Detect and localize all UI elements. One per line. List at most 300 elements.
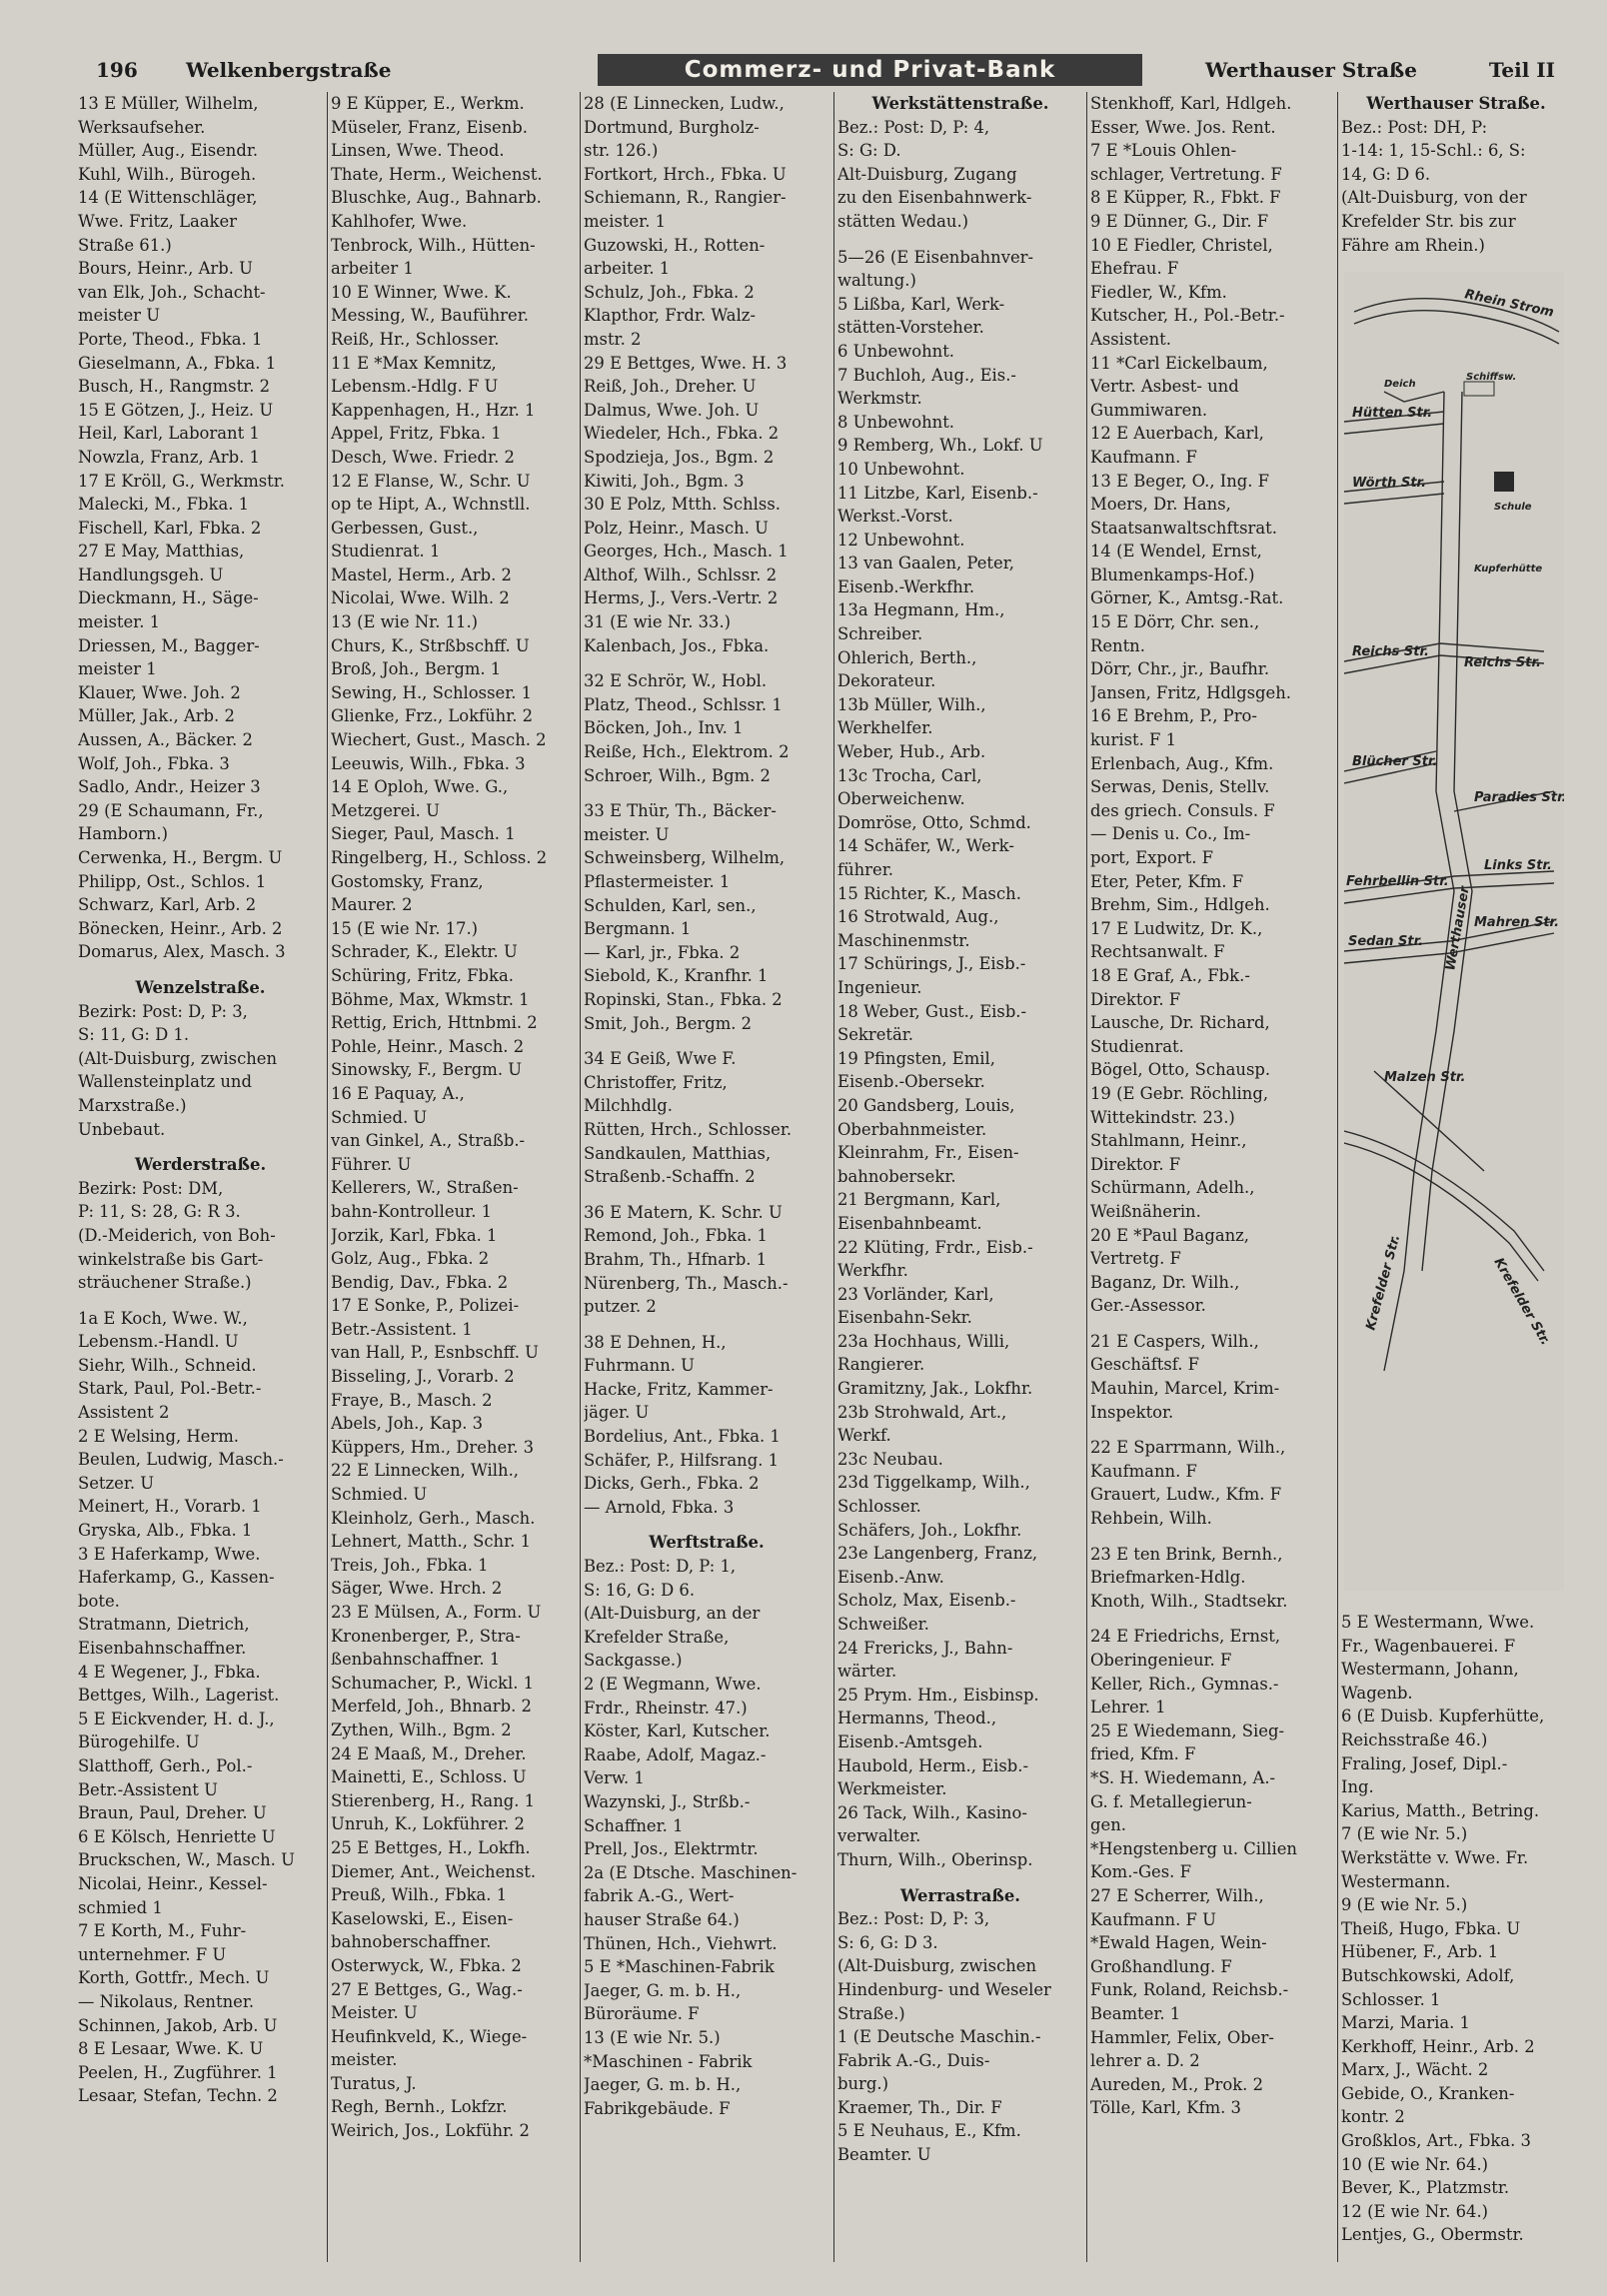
directory-line: Rentn. xyxy=(1090,635,1145,655)
directory-line: Hermanns, Theod., xyxy=(837,1709,997,1728)
directory-line: Eisenb.-Werkfhr. xyxy=(837,576,975,596)
directory-line: 19 Pfingsten, Emil, xyxy=(837,1048,995,1068)
directory-line: Lesaar, Stefan, Techn. 2 xyxy=(78,2086,278,2106)
directory-line: 14 Schäfer, W., Werk- xyxy=(837,836,1014,856)
directory-line: Rechtsanwalt. F xyxy=(1090,942,1225,962)
directory-line: Werkmeister. xyxy=(837,1779,947,1799)
directory-line: Kaselowski, E., Eisen- xyxy=(331,1908,514,1928)
directory-line: Inspektor. xyxy=(1090,1402,1174,1422)
directory-line: Broß, Joh., Bergm. 1 xyxy=(331,659,502,679)
directory-line: Vertretg. F xyxy=(1090,1249,1181,1269)
directory-line: Lentjes, G., Obermstr. xyxy=(1341,2225,1524,2245)
directory-line: Pflastermeister. 1 xyxy=(584,872,731,891)
directory-line: Raabe, Adolf, Magaz.- xyxy=(584,1744,767,1764)
directory-line: Moers, Dr. Hans, xyxy=(1090,495,1231,515)
column-6-header xyxy=(1341,92,1571,268)
directory-line: Briefmarken-Hdlg. xyxy=(1090,1568,1246,1588)
directory-line: Oberingenieur. F xyxy=(1090,1651,1232,1670)
directory-line: Betr.-Assistent. 1 xyxy=(331,1319,473,1339)
directory-line: Churs, K., Strßbschff. U xyxy=(331,635,530,655)
directory-line: Leeuwis, Wilh., Fbka. 3 xyxy=(331,753,526,773)
directory-line: Ropinski, Stan., Fbka. 2 xyxy=(584,989,783,1009)
map-label-links-str: Links Str. xyxy=(1484,858,1552,873)
directory-line: Westermann. xyxy=(1341,1871,1451,1891)
directory-line: Georges, Hch., Masch. 1 xyxy=(584,542,789,562)
directory-line: Meinert, H., Vorarb. 1 xyxy=(78,1497,262,1517)
directory-line: Lehnert, Matth., Schr. 1 xyxy=(331,1532,531,1552)
directory-line: 5—26 (E Eisenbahnver- xyxy=(837,247,1034,267)
directory-line: Braun, Paul, Dreher. U xyxy=(78,1803,267,1823)
directory-line: Marzi, Maria. 1 xyxy=(1341,2013,1470,2033)
directory-line: Baganz, Dr. Wilh., xyxy=(1090,1272,1240,1292)
directory-line: meister. xyxy=(331,2050,398,2070)
right-running-head: Werthauser Straße xyxy=(1205,58,1417,82)
directory-line: 3 E Haferkamp, Wwe. xyxy=(78,1544,261,1564)
directory-line: Bergmann. 1 xyxy=(584,919,692,939)
directory-line: 8 E Küpper, R., Fbkt. F xyxy=(1090,188,1281,208)
directory-line: (Alt-Duisburg, zwischen xyxy=(837,1956,1037,1976)
directory-line: Linsen, Wwe. Theod. xyxy=(331,141,505,161)
directory-line: Glienke, Frz., Lokführ. 2 xyxy=(331,706,534,726)
directory-line: meister U xyxy=(78,306,161,326)
directory-line: Fischell, Karl, Fbka. 2 xyxy=(78,518,262,538)
directory-line: Eisenb.-Amtsgeh. xyxy=(837,1731,983,1751)
directory-line: 22 Klüting, Frdr., Eisb.- xyxy=(837,1237,1033,1257)
spacer xyxy=(78,1141,323,1153)
directory-line: Jorzik, Karl, Fbka. 1 xyxy=(331,1225,498,1245)
directory-line: 20 Gandsberg, Louis, xyxy=(837,1095,1015,1115)
column-divider xyxy=(327,92,328,2262)
directory-line: 12 Unbewohnt. xyxy=(837,530,965,550)
directory-line: Guzowski, H., Rotten- xyxy=(584,235,766,255)
directory-line: 7 (E wie Nr. 5.) xyxy=(1341,1824,1468,1844)
directory-line: Jansen, Fritz, Hdlgsgeh. xyxy=(1090,682,1291,702)
directory-line: Schlosser. 1 xyxy=(1341,1989,1441,2009)
directory-line: Theiß, Hugo, Fbka. U xyxy=(1341,1918,1521,1938)
directory-line: Nowzla, Franz, Arb. 1 xyxy=(78,447,260,467)
directory-line: Studienrat. 1 xyxy=(331,542,441,562)
directory-line: *S. H. Wiedemann, A.- xyxy=(1090,1767,1276,1787)
map-label-bluecher-str: Blücher Str. xyxy=(1352,754,1438,769)
directory-line: 8 E Lesaar, Wwe. K. U xyxy=(78,2039,264,2059)
directory-line: Kappenhagen, H., Hzr. 1 xyxy=(331,400,536,420)
directory-line: Porte, Theod., Fbka. 1 xyxy=(78,329,263,349)
map-label-mahren-str: Mahren Str. xyxy=(1474,915,1560,930)
directory-line: Hamborn.) xyxy=(78,824,168,844)
directory-line: Lebensm.-Handl. U xyxy=(78,1332,239,1352)
directory-line: 24 E Friedrichs, Ernst, xyxy=(1090,1627,1281,1647)
directory-line: Schmied. U xyxy=(331,1107,428,1127)
directory-line: Bez.: Post: D, P: 1, xyxy=(584,1557,737,1577)
directory-line: 21 E Caspers, Wilh., xyxy=(1090,1331,1259,1351)
directory-line: Fraye, B., Masch. 2 xyxy=(331,1390,493,1410)
directory-line: Kraemer, Th., Dir. F xyxy=(837,2097,1002,2117)
directory-line: 7 E *Louis Ohlen- xyxy=(1090,141,1237,161)
column-6-entries xyxy=(1341,1611,1571,2270)
directory-line: Merfeld, Joh., Bhnarb. 2 xyxy=(331,1697,532,1717)
directory-line: Tölle, Karl, Kfm. 3 xyxy=(1090,2098,1241,2118)
directory-line: 1a E Koch, Wwe. W., xyxy=(78,1308,248,1328)
map-label-fehrbellin-str: Fehrbellin Str. xyxy=(1346,874,1449,889)
directory-line: Hammler, Felix, Ober- xyxy=(1090,2027,1274,2047)
column-1 xyxy=(78,92,323,2262)
directory-line: van Elk, Joh., Schacht- xyxy=(78,282,266,302)
directory-line: Metzgerei. U xyxy=(331,800,440,820)
directory-line: Unbebaut. xyxy=(78,1119,166,1139)
directory-line: Heufinkveld, K., Wiege- xyxy=(331,2026,528,2046)
directory-line: 15 (E wie Nr. 17.) xyxy=(331,918,479,938)
directory-line: Dicks, Gerh., Fbka. 2 xyxy=(584,1474,760,1494)
page-header xyxy=(86,50,1565,94)
directory-line: Müseler, Franz, Eisenb. xyxy=(331,117,529,137)
directory-line: Unruh, K., Lokführer. 2 xyxy=(331,1814,525,1834)
directory-line: Schüring, Fritz, Fbka. xyxy=(331,965,514,985)
directory-line: Oberbahnmeister. xyxy=(837,1119,987,1139)
directory-line: Driessen, M., Bagger- xyxy=(78,635,260,655)
directory-line: 14 (E Wendel, Ernst, xyxy=(1090,542,1262,562)
directory-line: Großhandlung. F xyxy=(1090,1956,1232,1976)
directory-line: Hacke, Fritz, Kammer- xyxy=(584,1379,774,1399)
directory-line: Bönecken, Heinr., Arb. 2 xyxy=(78,918,283,938)
directory-line: Rangierer. xyxy=(837,1355,925,1375)
directory-line: 24 E Maaß, M., Dreher. xyxy=(331,1743,527,1763)
directory-line: Busch, H., Rangmstr. 2 xyxy=(78,377,271,397)
directory-line: 34 E Geiß, Wwe F. xyxy=(584,1049,737,1069)
directory-line: 17 Schürings, J., Eisb.- xyxy=(837,954,1026,974)
map-label-woerth-str: Wörth Str. xyxy=(1352,476,1427,491)
directory-line: 9 (E wie Nr. 5.) xyxy=(1341,1895,1468,1915)
directory-line: Kaufmann. F xyxy=(1090,1461,1197,1481)
directory-line: Brahm, Th., Hfnarb. 1 xyxy=(584,1249,768,1269)
page-number: 196 xyxy=(96,58,138,82)
map-label-schule: Schule xyxy=(1494,502,1532,513)
directory-line: Siebold, K., Kranfhr. 1 xyxy=(584,966,769,986)
directory-line: Polz, Heinr., Masch. U xyxy=(584,518,769,538)
directory-line: Rettig, Erich, Httnbmi. 2 xyxy=(331,1013,538,1033)
directory-line: schmied 1 xyxy=(78,1897,163,1917)
directory-line: Diemer, Ant., Weichenst. xyxy=(331,1861,537,1881)
directory-line: Erlenbach, Aug., Kfm. xyxy=(1090,753,1274,773)
directory-line: Beamter. U xyxy=(837,2145,931,2165)
directory-line: Zythen, Wilh., Bgm. 2 xyxy=(331,1720,512,1739)
directory-line: Sieger, Paul, Masch. 1 xyxy=(331,824,516,844)
directory-line: burg.) xyxy=(837,2074,888,2094)
directory-line: bahnobersekr. xyxy=(837,1166,956,1186)
directory-line: meister. 1 xyxy=(584,211,667,231)
directory-line: 16 E Brehm, P., Pro- xyxy=(1090,706,1257,726)
directory-line: 5 E *Maschinen-Fabrik xyxy=(584,1957,775,1977)
directory-line: sträuchener Straße.) xyxy=(78,1273,252,1293)
directory-line: Pohle, Heinr., Masch. 2 xyxy=(331,1036,525,1056)
directory-line: S: 6, G: D 3. xyxy=(837,1932,938,1952)
directory-line: 27 E Bettges, G., Wag.- xyxy=(331,1979,523,1999)
directory-line: Butschkowski, Adolf, xyxy=(1341,1965,1515,1985)
directory-line: 13a Hegmann, Hm., xyxy=(837,600,1005,620)
directory-line: Schumacher, P., Wickl. 1 xyxy=(331,1673,535,1693)
directory-line: Weber, Hub., Arb. xyxy=(837,742,986,762)
spacer xyxy=(78,1295,323,1307)
column-divider xyxy=(1337,92,1338,2262)
bank-advertisement-banner: Commerz- und Privat-Bank xyxy=(598,54,1142,86)
directory-line: Sandkaulen, Matthias, xyxy=(584,1143,772,1163)
directory-line: (Alt-Duisburg, zwischen xyxy=(78,1048,278,1068)
directory-line: 11 E *Max Kemnitz, xyxy=(331,353,497,373)
directory-line: Ingenieur. xyxy=(837,977,922,997)
directory-line: Beamter. 1 xyxy=(1090,2003,1181,2023)
directory-line: Kom.-Ges. F xyxy=(1090,1862,1191,1882)
directory-line: Gostomsky, Franz, xyxy=(331,871,484,891)
directory-line: 23e Langenberg, Franz, xyxy=(837,1544,1038,1564)
directory-line: Lausche, Dr. Richard, xyxy=(1090,1013,1270,1033)
directory-line: kontr. 2 xyxy=(1341,2107,1405,2127)
directory-line: Werkf. xyxy=(837,1426,891,1446)
directory-line: 27 E May, Matthias, xyxy=(78,542,245,562)
directory-line: Schäfer, P., Hilfsrang. 1 xyxy=(584,1450,780,1470)
directory-line: P: 11, S: 28, G: R 3. xyxy=(78,1202,241,1222)
directory-line: Wwe. Fritz, Laaker xyxy=(78,211,237,231)
directory-line: Reiße, Hch., Elektrom. 2 xyxy=(584,742,790,762)
directory-line: Eisenb.-Obersekr. xyxy=(837,1072,985,1092)
directory-line: Straßenb.-Schaffn. 2 xyxy=(584,1167,756,1187)
directory-line: bote. xyxy=(78,1591,120,1611)
directory-line: Bürogehilfe. U xyxy=(78,1732,200,1752)
directory-line: Werkfhr. xyxy=(837,1261,908,1281)
directory-line: Funk, Roland, Reichsb.- xyxy=(1090,1980,1289,2000)
column-3 xyxy=(584,92,829,2262)
directory-line: Domarus, Alex, Masch. 3 xyxy=(78,942,286,962)
directory-line: Weirich, Jos., Lokführ. 2 xyxy=(331,2121,530,2141)
directory-line: Rütten, Hrch., Schlosser. xyxy=(584,1119,793,1139)
directory-line: kurist. F 1 xyxy=(1090,730,1176,750)
directory-line: Stahlmann, Heinr., xyxy=(1090,1131,1247,1151)
directory-line: Lebensm.-Hdlg. F U xyxy=(331,377,499,397)
directory-line: Desch, Wwe. Friedr. 2 xyxy=(331,447,515,467)
directory-line: Eisenb.-Anw. xyxy=(837,1567,944,1587)
directory-line: — Denis u. Co., Im- xyxy=(1090,824,1251,844)
directory-line: Verw. 1 xyxy=(584,1768,645,1788)
directory-line: Wallensteinplatz und xyxy=(78,1072,252,1092)
schule-building xyxy=(1494,472,1514,492)
directory-line: Cerwenka, H., Bergm. U xyxy=(78,848,283,867)
directory-line: Assistent 2 xyxy=(78,1403,170,1423)
directory-line: 23 E Mülsen, A., Form. U xyxy=(331,1603,542,1622)
directory-line: Fuhrmann. U xyxy=(584,1356,695,1376)
directory-line: Lehrer. 1 xyxy=(1090,1698,1166,1718)
directory-line: Stratmann, Dietrich, xyxy=(78,1615,250,1635)
directory-line: Philipp, Ost., Schlos. 1 xyxy=(78,871,267,891)
directory-line: des griech. Consuls. F xyxy=(1090,800,1275,820)
directory-line: Kaufmann. F xyxy=(1090,447,1197,467)
directory-line: 14 E Oploh, Wwe. G., xyxy=(331,777,509,797)
directory-line: Schinnen, Jakob, Arb. U xyxy=(78,2015,278,2035)
street-heading: Werftstraße. xyxy=(649,1533,765,1553)
column-2 xyxy=(331,92,577,2262)
directory-line: Fabrik A.-G., Duis- xyxy=(837,2050,990,2070)
map-label-rhein-strom: Rhein Strom xyxy=(1463,287,1556,321)
directory-line: Sekretär. xyxy=(837,1025,913,1045)
directory-line: 16 Strotwald, Aug., xyxy=(837,907,999,927)
directory-line: Alt-Duisburg, Zugang xyxy=(837,164,1017,184)
directory-line: meister 1 xyxy=(78,659,157,679)
directory-line: 19 (E Gebr. Röchling, xyxy=(1090,1083,1269,1103)
directory-line: bahn-Kontrolleur. 1 xyxy=(331,1201,493,1221)
directory-line: 10 (E wie Nr. 64.) xyxy=(1341,2154,1489,2174)
directory-line: (Alt-Duisburg, an der xyxy=(584,1604,761,1624)
directory-line: (D.-Meiderich, von Boh- xyxy=(78,1225,276,1245)
directory-line: 15 Richter, K., Masch. xyxy=(837,883,1021,903)
directory-line: Siehr, Wilh., Schneid. xyxy=(78,1355,257,1375)
column-divider xyxy=(1086,92,1087,2262)
directory-line: Büroräume. F xyxy=(584,2004,700,2024)
directory-line: Peelen, H., Zugführer. 1 xyxy=(78,2062,278,2082)
directory-line: Mainetti, E., Schloss. U xyxy=(331,1767,527,1787)
directory-line: arbeiter. 1 xyxy=(584,259,671,279)
directory-line: Staatsanwaltschftsrat. xyxy=(1090,518,1277,538)
directory-line: Hindenburg- und Weseler xyxy=(837,1979,1051,1999)
directory-line: Marxstraße.) xyxy=(78,1095,187,1115)
directory-line: Maurer. 2 xyxy=(331,895,413,915)
directory-line: 2a (E Dtsche. Maschinen- xyxy=(584,1862,798,1882)
directory-line: Küppers, Hm., Dreher. 3 xyxy=(331,1437,535,1457)
directory-line: Ringelberg, H., Schloss. 2 xyxy=(331,848,548,867)
directory-line: Tenbrock, Wilh., Hütten- xyxy=(331,235,536,255)
directory-line: Schürmann, Adelh., xyxy=(1090,1178,1255,1198)
directory-line: Preuß, Wilh., Fbka. 1 xyxy=(331,1885,508,1905)
map-label-reichs-str: Reichs Str. xyxy=(1352,644,1429,659)
directory-line: Wolf, Joh., Fbka. 3 xyxy=(78,753,230,773)
directory-line: Christoffer, Fritz, xyxy=(584,1072,728,1092)
directory-line: 28 (E Linnecken, Ludw., xyxy=(584,94,785,113)
directory-line: Esser, Wwe. Jos. Rent. xyxy=(1090,117,1276,137)
directory-line: Klapthor, Frdr. Walz- xyxy=(584,306,756,326)
directory-line: Werkhelfer. xyxy=(837,718,933,738)
directory-line: Krefelder Str. bis zur xyxy=(1341,211,1516,231)
directory-line: Bezirk: Post: D, P: 3, xyxy=(78,1001,248,1021)
directory-line: Sewing, H., Schlosser. 1 xyxy=(331,682,533,702)
directory-line: Reiß, Hr., Schlosser. xyxy=(331,329,500,349)
directory-line: Schweißer. xyxy=(837,1615,929,1634)
directory-line: Stierenberg, H., Rang. 1 xyxy=(331,1790,536,1810)
directory-line: Serwas, Denis, Stellv. xyxy=(1090,777,1270,797)
directory-line: Ehefrau. F xyxy=(1090,259,1179,279)
directory-line: Frdr., Rheinstr. 47.) xyxy=(584,1698,748,1718)
directory-line: 13 (E wie Nr. 5.) xyxy=(584,2027,721,2047)
directory-line: stätten-Vorsteher. xyxy=(837,318,984,338)
directory-line: Schulz, Joh., Fbka. 2 xyxy=(584,282,755,302)
map-label-huetten-str: Hütten Str. xyxy=(1352,406,1433,421)
directory-line: Gryska, Alb., Fbka. 1 xyxy=(78,1521,253,1541)
directory-line: 23 Vorländer, Karl, xyxy=(837,1284,994,1304)
directory-line: Ohlerich, Berth., xyxy=(837,647,977,667)
directory-line: Schweinsberg, Wilhelm, xyxy=(584,848,786,868)
directory-line: — Arnold, Fbka. 3 xyxy=(584,1497,735,1517)
directory-line: Scholz, Max, Eisenb.- xyxy=(837,1591,1016,1611)
street-map xyxy=(1344,272,1564,1591)
directory-line: Wagenb. xyxy=(1341,1683,1413,1703)
directory-line: Bettges, Wilh., Lagerist. xyxy=(78,1686,280,1706)
directory-line: Kleinrahm, Fr., Eisen- xyxy=(837,1143,1019,1163)
directory-line: 22 E Sparrmann, Wilh., xyxy=(1090,1438,1286,1458)
directory-line: Kuhl, Wilh., Bürogeh. xyxy=(78,164,257,184)
directory-line: (Alt-Duisburg, von der xyxy=(1341,188,1527,208)
directory-line: Bordelius, Ant., Fbka. 1 xyxy=(584,1427,781,1447)
directory-line: 16 E Paquay, A., xyxy=(331,1083,465,1103)
map-label-krefelder-str: Krefelder Str. xyxy=(1490,1255,1553,1349)
directory-line: Ing. xyxy=(1341,1777,1374,1797)
spacer xyxy=(78,964,323,976)
directory-line: 14 (E Wittenschläger, xyxy=(78,188,258,208)
map-label-deich: Deich xyxy=(1384,379,1416,390)
directory-line: Karius, Matth., Betring. xyxy=(1341,1800,1540,1820)
directory-line: 7 E Korth, M., Fuhr- xyxy=(78,1921,247,1941)
directory-line: 9 E Küpper, E., Werkm. xyxy=(331,94,525,113)
spacer xyxy=(1090,1531,1335,1543)
directory-line: Bez.: Post: DH, P: xyxy=(1341,117,1488,137)
directory-line: Domröse, Otto, Schmd. xyxy=(837,812,1031,832)
directory-line: 33 E Thür, Th., Bäcker- xyxy=(584,801,777,821)
directory-line: 25 E Bettges, H., Lokfh. xyxy=(331,1837,531,1857)
directory-line: wärter. xyxy=(837,1662,897,1682)
directory-line: 13 E Beger, O., Ing. F xyxy=(1090,471,1270,491)
directory-line: Betr.-Assistent U xyxy=(78,1779,218,1799)
directory-line: Korth, Gottfr., Mech. U xyxy=(78,1968,270,1988)
street-heading: Werthauser Straße. xyxy=(1366,94,1546,113)
directory-line: van Hall, P., Esnbschff. U xyxy=(331,1343,539,1363)
directory-line: 18 Weber, Gust., Eisb.- xyxy=(837,1001,1027,1021)
directory-line: Schreiber. xyxy=(837,624,923,644)
directory-line: Fiedler, W., Kfm. xyxy=(1090,282,1227,302)
directory-line: Brehm, Sim., Hdlgeh. xyxy=(1090,895,1270,915)
volume-part: Teil II xyxy=(1488,58,1555,82)
directory-line: Beulen, Ludwig, Masch.- xyxy=(78,1450,284,1470)
directory-line: 29 (E Schaumann, Fr., xyxy=(78,800,264,820)
directory-line: 13c Trocha, Carl, xyxy=(837,765,982,785)
street-heading: Wenzelstraße. xyxy=(135,977,266,997)
directory-line: Eisenbahnbeamt. xyxy=(837,1213,982,1233)
directory-line: 9 Remberg, Wh., Lokf. U xyxy=(837,436,1043,456)
directory-line: Osterwyck, W., Fbka. 2 xyxy=(331,1955,522,1975)
directory-line: Kellerers, W., Straßen- xyxy=(331,1178,519,1198)
directory-line: 22 E Linnecken, Wilh., xyxy=(331,1461,519,1481)
directory-line: Maschinenmstr. xyxy=(837,930,970,950)
directory-line: Reichsstraße 46.) xyxy=(1341,1729,1488,1749)
directory-line: Schrader, K., Elektr. U xyxy=(331,942,518,962)
directory-line: 12 (E wie Nr. 64.) xyxy=(1341,2201,1489,2221)
map-label-kupferhuette: Kupferhütte xyxy=(1474,564,1543,574)
directory-line: 23d Tiggelkamp, Wilh., xyxy=(837,1473,1030,1493)
directory-line: Abels, Joh., Kap. 3 xyxy=(331,1414,484,1434)
directory-line: Weißnäherin. xyxy=(1090,1201,1201,1221)
directory-line: Stenkhoff, Karl, Hdlgeh. xyxy=(1090,94,1292,113)
directory-line: Stark, Paul, Pol.-Betr.- xyxy=(78,1379,262,1399)
directory-line: Treis, Joh., Fbka. 1 xyxy=(331,1555,489,1575)
directory-line: Gummiwaren. xyxy=(1090,400,1208,420)
directory-line: Werkstätte v. Wwe. Fr. xyxy=(1341,1847,1529,1867)
directory-line: fried, Kfm. F xyxy=(1090,1744,1196,1764)
directory-line: Schwarz, Karl, Arb. 2 xyxy=(78,895,257,915)
directory-line: 1-14: 1, 15-Schl.: 6, S: xyxy=(1341,141,1526,161)
directory-line: Bez.: Post: D, P: 4, xyxy=(837,117,990,137)
directory-line: stätten Wedau.) xyxy=(837,211,969,231)
directory-line: waltung.) xyxy=(837,271,916,291)
directory-line: jäger. U xyxy=(584,1403,650,1423)
directory-line: Kalenbach, Jos., Fbka. xyxy=(584,635,770,655)
directory-line: 32 E Schrör, W., Hobl. xyxy=(584,671,768,691)
directory-line: Haubold, Herm., Eisb.- xyxy=(837,1755,1028,1775)
directory-line: Schmied. U xyxy=(331,1485,428,1505)
directory-line: Milchhdlg. xyxy=(584,1096,673,1116)
street-heading: Werderstraße. xyxy=(134,1155,267,1175)
